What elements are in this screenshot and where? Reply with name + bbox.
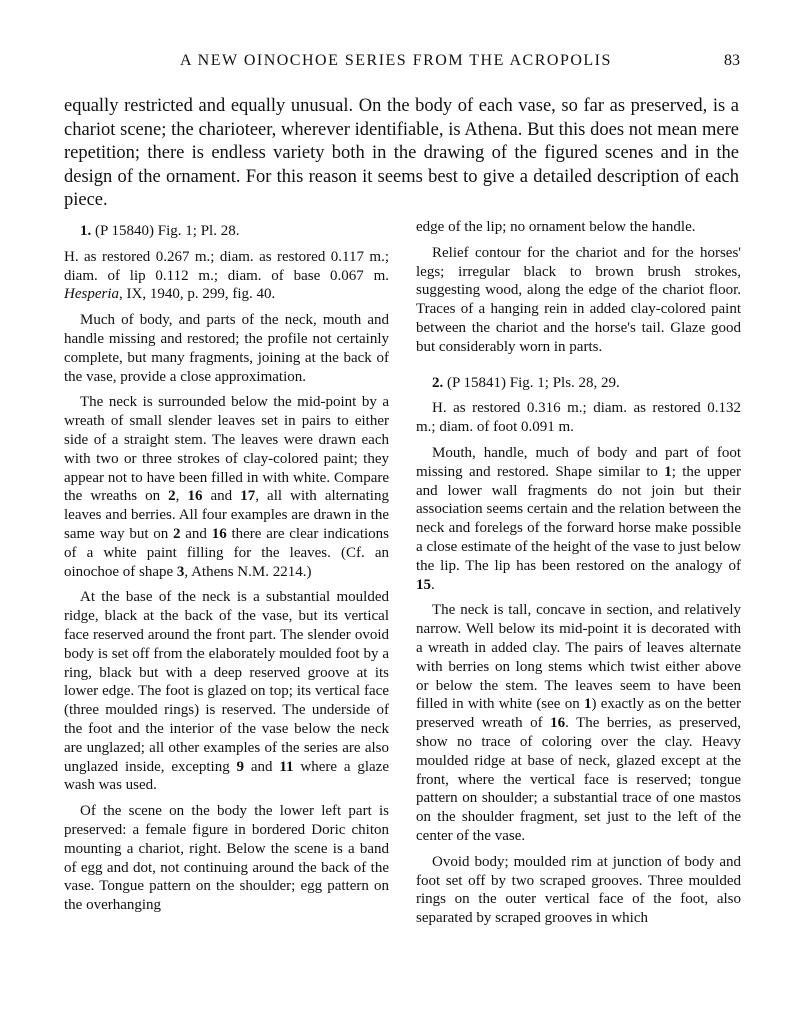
- entry-1-para-scene: Of the scene on the body the lower left part is preserved: a female figure in bordered Doric chiton mounting a chariot, right. Below the scene is a band of egg and dot, not continuing around the back of the vase. Tongue pattern on the shoulder; egg pattern on the overhanging: [64, 803, 389, 914]
- page-number: 83: [724, 52, 740, 69]
- entry-1-para-base: At the base of the neck is a substantial moulded ridge, black at the back of the vase, but its vertical face reserved around the front part. The slender ovoid body is set off from the elaborately moulded foot by a ring, black but with a deep reserved groove at its lower edge. The foot is glazed on top; its vertical face (three moulded rings) is reserved. The underside of the foot and the interior of the vase below the neck are unglazed; all other examples of the series are also unglazed inside, excepting 9 and 11 where a glaze wash was used.: [64, 589, 389, 794]
- intro-paragraph: [64, 95, 739, 213]
- entry-1-para-technique: Relief contour for the chariot and for the horses' legs; irregular black to brown brush strokes, suggesting wood, along the edge of the chariot floor. Traces of a hanging rein in added clay-colored paint between the chariot and the horse's tail. Glaze good but considerably worn in parts.: [416, 244, 741, 355]
- entry-1-para-scene-continued: edge of the lip; no ornament below the handle.: [416, 219, 696, 235]
- entry-2-para-neck: The neck is tall, concave in section, and relatively narrow. Well below its mid-point it is decorated with a wreath in added clay. The pairs of leaves alternate with berries on long stems which twist either above or below the stem. The leaves seem to have been filled in with white (see on 1) exactly as on the better preserved wreath of 16. The berries, as preserved, show no trace of coloring over the clay. Heavy moulded ridge at base of neck, glazed except at the front, where the vertical face is reserved; tongue pattern on shoulder; a substantial trace of one mastos on the shoulder fragment, set just to the left of the center of the vase.: [416, 602, 742, 844]
- journal-title: Hesperia: [64, 286, 119, 303]
- left-column: [64, 222, 389, 922]
- entry-2-para-body: Ovoid body; moulded rim at junction of body and foot set off by two scraped grooves. Three moulded rings on the outer vertical face of the foot, also separated by scraped grooves in which: [416, 853, 741, 927]
- entry-2-dimensions: H. as restored 0.316 m.; diam. as restored 0.132 m.; diam. of foot 0.091 m.: [416, 400, 741, 436]
- entry-1-heading: [64, 222, 389, 241]
- running-title: A NEW OINOCHOE SERIES FROM THE ACROPOLIS: [180, 52, 612, 69]
- intro-text: equally restricted and equally unusual. On the body of each vase, so far as preserved, is a chariot scene; the charioteer, wherever identifiable, is Athena. But this does not mean mere repetition; there is endless variety both in the drawing of the figured scenes and in the design of the ornament. For this reason it seems best to give a detailed description of each piece.: [64, 96, 739, 210]
- entry-spacer: [416, 364, 741, 374]
- entry-2-number: 2.: [432, 374, 444, 391]
- entry-2-para-condition: Mouth, handle, much of body and part of foot missing and restored. Shape similar to 1; the upper and lower wall fragments do not join but their association seems certain and the relation between the neck and forelegs of the forward horse make possible a close estimate of the height of the vase to just below the lip. The lip has been restored on the analogy of 15.: [416, 444, 741, 593]
- entry-1-heading-text: (P 15840) Fig. 1; Pl. 28.: [95, 223, 240, 239]
- entry-1-dimensions: H. as restored 0.267 m.; diam. as restored 0.117 m.; diam. of lip 0.112 m.; diam. of base 0.067 m. Hesperia, IX, 1940, p. 299, fig. 40.: [64, 248, 389, 303]
- entry-1-para-neck: The neck is surrounded below the mid-point by a wreath of small slender leaves set in pairs to either side of a straight stem. The leaves were drawn each with two or three strokes of clay-colored paint; they appear not to have been filled in with white. Compare the wreaths on 2, 16 and 17, all with alternating leaves and berries. All four examples are drawn in the same way but on 2 and 16 there are clear indications of a white paint filling for the leaves. (Cf. an oinochoe of shape 3, Athens N.M. 2214.): [64, 394, 389, 580]
- entry-2-heading: [416, 374, 741, 393]
- right-column: [416, 218, 741, 935]
- entry-2-heading-text: (P 15841) Fig. 1; Pls. 28, 29.: [447, 374, 620, 391]
- entry-1-para-condition: Much of body, and parts of the neck, mouth and handle missing and restored; the profile not certainly complete, but many fragments, joining at the back of the vase, provide a close approximation.: [64, 312, 389, 385]
- entry-1-number: 1.: [80, 223, 92, 239]
